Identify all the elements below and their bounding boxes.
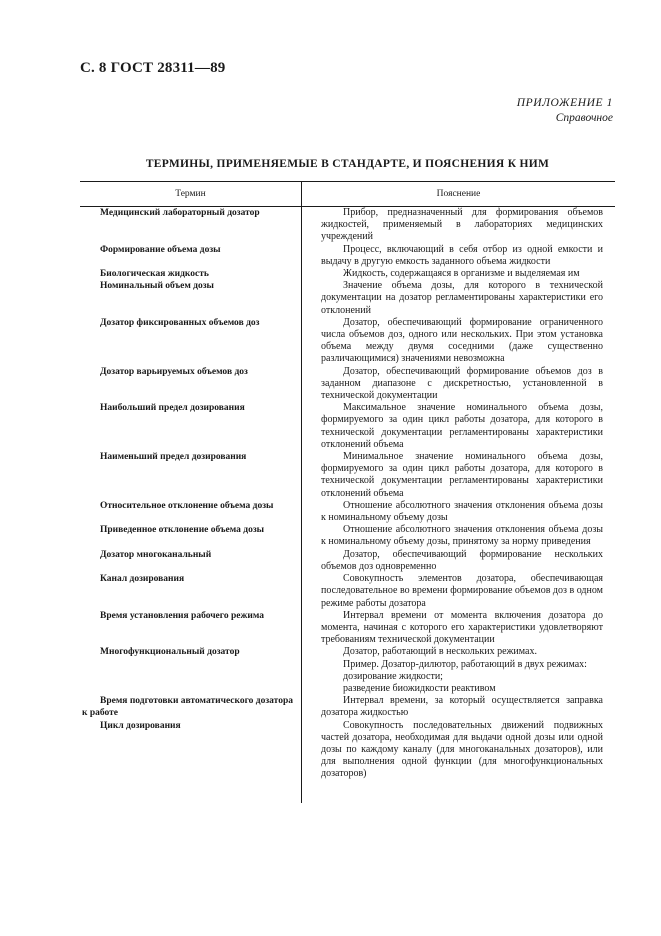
table-row [80,280,615,317]
explanation-paragraph: Отношение абсолютного значения отклонения объема дозы к номинальному объему дозы [321,499,603,524]
explanation-paragraph: Дозатор, обеспечивающий формирование ограниченного числа объемов доз, одного или нескольких. При этом установка объема между двумя соседними (даже существенно различающимися) значениями невозможна [321,316,603,365]
section-title: ТЕРМИНЫ, ПРИМЕНЯЕМЫЕ В СТАНДАРТЕ, И ПОЯСНЕНИЯ К НИМ [145,158,550,170]
table-row [80,610,615,647]
term-name: Номинальный объем дозы [100,281,214,292]
term-name: Время подготовки автоматического дозатора к работе [82,696,294,719]
table-row [80,720,615,781]
table-row [80,451,615,500]
term-explanation [301,720,615,781]
term-explanation [301,268,615,280]
table-body [80,207,615,781]
table-row [80,366,615,403]
term-name: Время установления рабочего режима [100,610,264,621]
term-name: Многофункциональный дозатор [100,647,240,658]
term-name: Цикл дозирования [100,720,181,731]
term-name: Дозатор фиксированных объемов доз [100,317,260,328]
term-explanation [301,610,615,647]
table-row [80,268,615,280]
explanation-paragraph: разведение биожидкости реактивом [343,682,496,694]
explanation-paragraph: Дозатор, работающий в нескольких режимах. [343,646,537,658]
column-header-explanation: Пояснение [436,189,481,199]
term-explanation [301,244,615,268]
column-header-term: Термин [80,182,302,206]
term-name: Относительное отклонение объема дозы [100,500,274,511]
table-row [80,549,615,573]
table-row [80,207,615,244]
appendix-label [517,96,613,126]
table-header [80,181,615,207]
term-explanation [301,500,615,524]
explanation-paragraph: Интервал времени от момента включения дозатора до момента, начиная с которого его характеристики удовлетворяют требованиям технической документации [321,609,603,646]
appendix-title: ПРИЛОЖЕНИЕ 1 [516,97,613,109]
term-explanation [301,317,615,366]
explanation-paragraph: Дозатор, обеспечивающий формирование нескольких объемов доз одновременно [321,548,603,572]
explanation-paragraph: Интервал времени, за который осуществляется заправка дозатора жидкостью [321,695,603,719]
column-divider [301,207,302,803]
explanation-paragraph: Отношение абсолютного значения отклонения объема дозы к номинальному объему дозы, принятому за норму приведения [321,524,603,548]
explanation-paragraph: Совокупность элементов дозатора, обеспечивающая последовательное во времени формирование объемов доз в одном режиме работы дозатора [321,573,603,609]
term-name: Дозатор многоканальный [100,549,212,560]
term-explanation [301,524,615,548]
terms-table [80,181,615,781]
term-explanation [301,573,615,610]
term-explanation [301,451,615,500]
explanation-paragraph: Дозатор, обеспечивающий формирование объемов доз в заданном диапазоне с дискретностью, установленной в технической документации [321,365,603,402]
term-explanation [301,646,615,695]
term-name: Наименьший предел дозирования [100,452,247,463]
explanation-paragraph: Минимальное значение номинального объема дозы, формируемого за один цикл работы дозатора, для которого в технической документации регламентированы характеристики отклонений объема [321,451,603,499]
term-name: Биологическая жидкость [100,269,209,280]
page-header: С. 8 ГОСТ 28311—89 [80,60,226,76]
explanation-paragraph: Значение объема дозы, для которого в технической документации на дозатор регламентированы характеристики его отклонений [321,280,603,316]
term-name: Канал дозирования [100,574,185,585]
explanation-paragraph: Процесс, включающий в себя отбор из одной емкости и выдачу в другую емкость заданного объема жидкости [321,243,603,267]
term-explanation [301,280,615,317]
table-row [80,646,615,695]
explanation-paragraph: Пример. Дозатор-дилютор, работающий в двух режимах: [343,658,587,670]
term-explanation [301,549,615,573]
term-name: Формирование объема дозы [100,244,221,255]
table-row [80,573,615,610]
term-explanation [301,402,615,451]
term-explanation [301,695,615,719]
explanation-paragraph: дозирование жидкости; [343,670,443,682]
table-row [80,500,615,524]
explanation-paragraph: Максимальное значение номинального объема дозы, формируемого за один цикл работы дозатора, для которого в технической документации регламентированы характеристики отклонений объема [321,402,603,450]
table-row [80,695,615,719]
appendix-subtitle: Справочное [555,112,613,124]
term-name: Медицинский лабораторный дозатор [100,208,260,218]
explanation-paragraph: Прибор, предназначенный для формирования объемов жидкостей, применяемый в лабораториях медицинских учреждений [321,207,603,243]
table-row [80,402,615,451]
table-row [80,524,615,548]
term-name: Дозатор варьируемых объемов доз [100,366,248,377]
explanation-paragraph: Совокупность последовательных движений подвижных частей дозатора, необходимая для выдачи одной дозы или одной дозы по каждому каналу (для многоканальных дозаторов), или для выполнения одной функции (для многофункциональных дозаторов) [321,719,603,780]
term-explanation [301,207,615,244]
term-name: Приведенное отклонение объема дозы [100,525,265,536]
table-row [80,244,615,268]
term-explanation [301,366,615,403]
explanation-paragraph: Жидкость, содержащаяся в организме и выделяемая им [343,268,580,280]
table-row [80,317,615,366]
term-name: Наибольший предел дозирования [100,403,245,414]
